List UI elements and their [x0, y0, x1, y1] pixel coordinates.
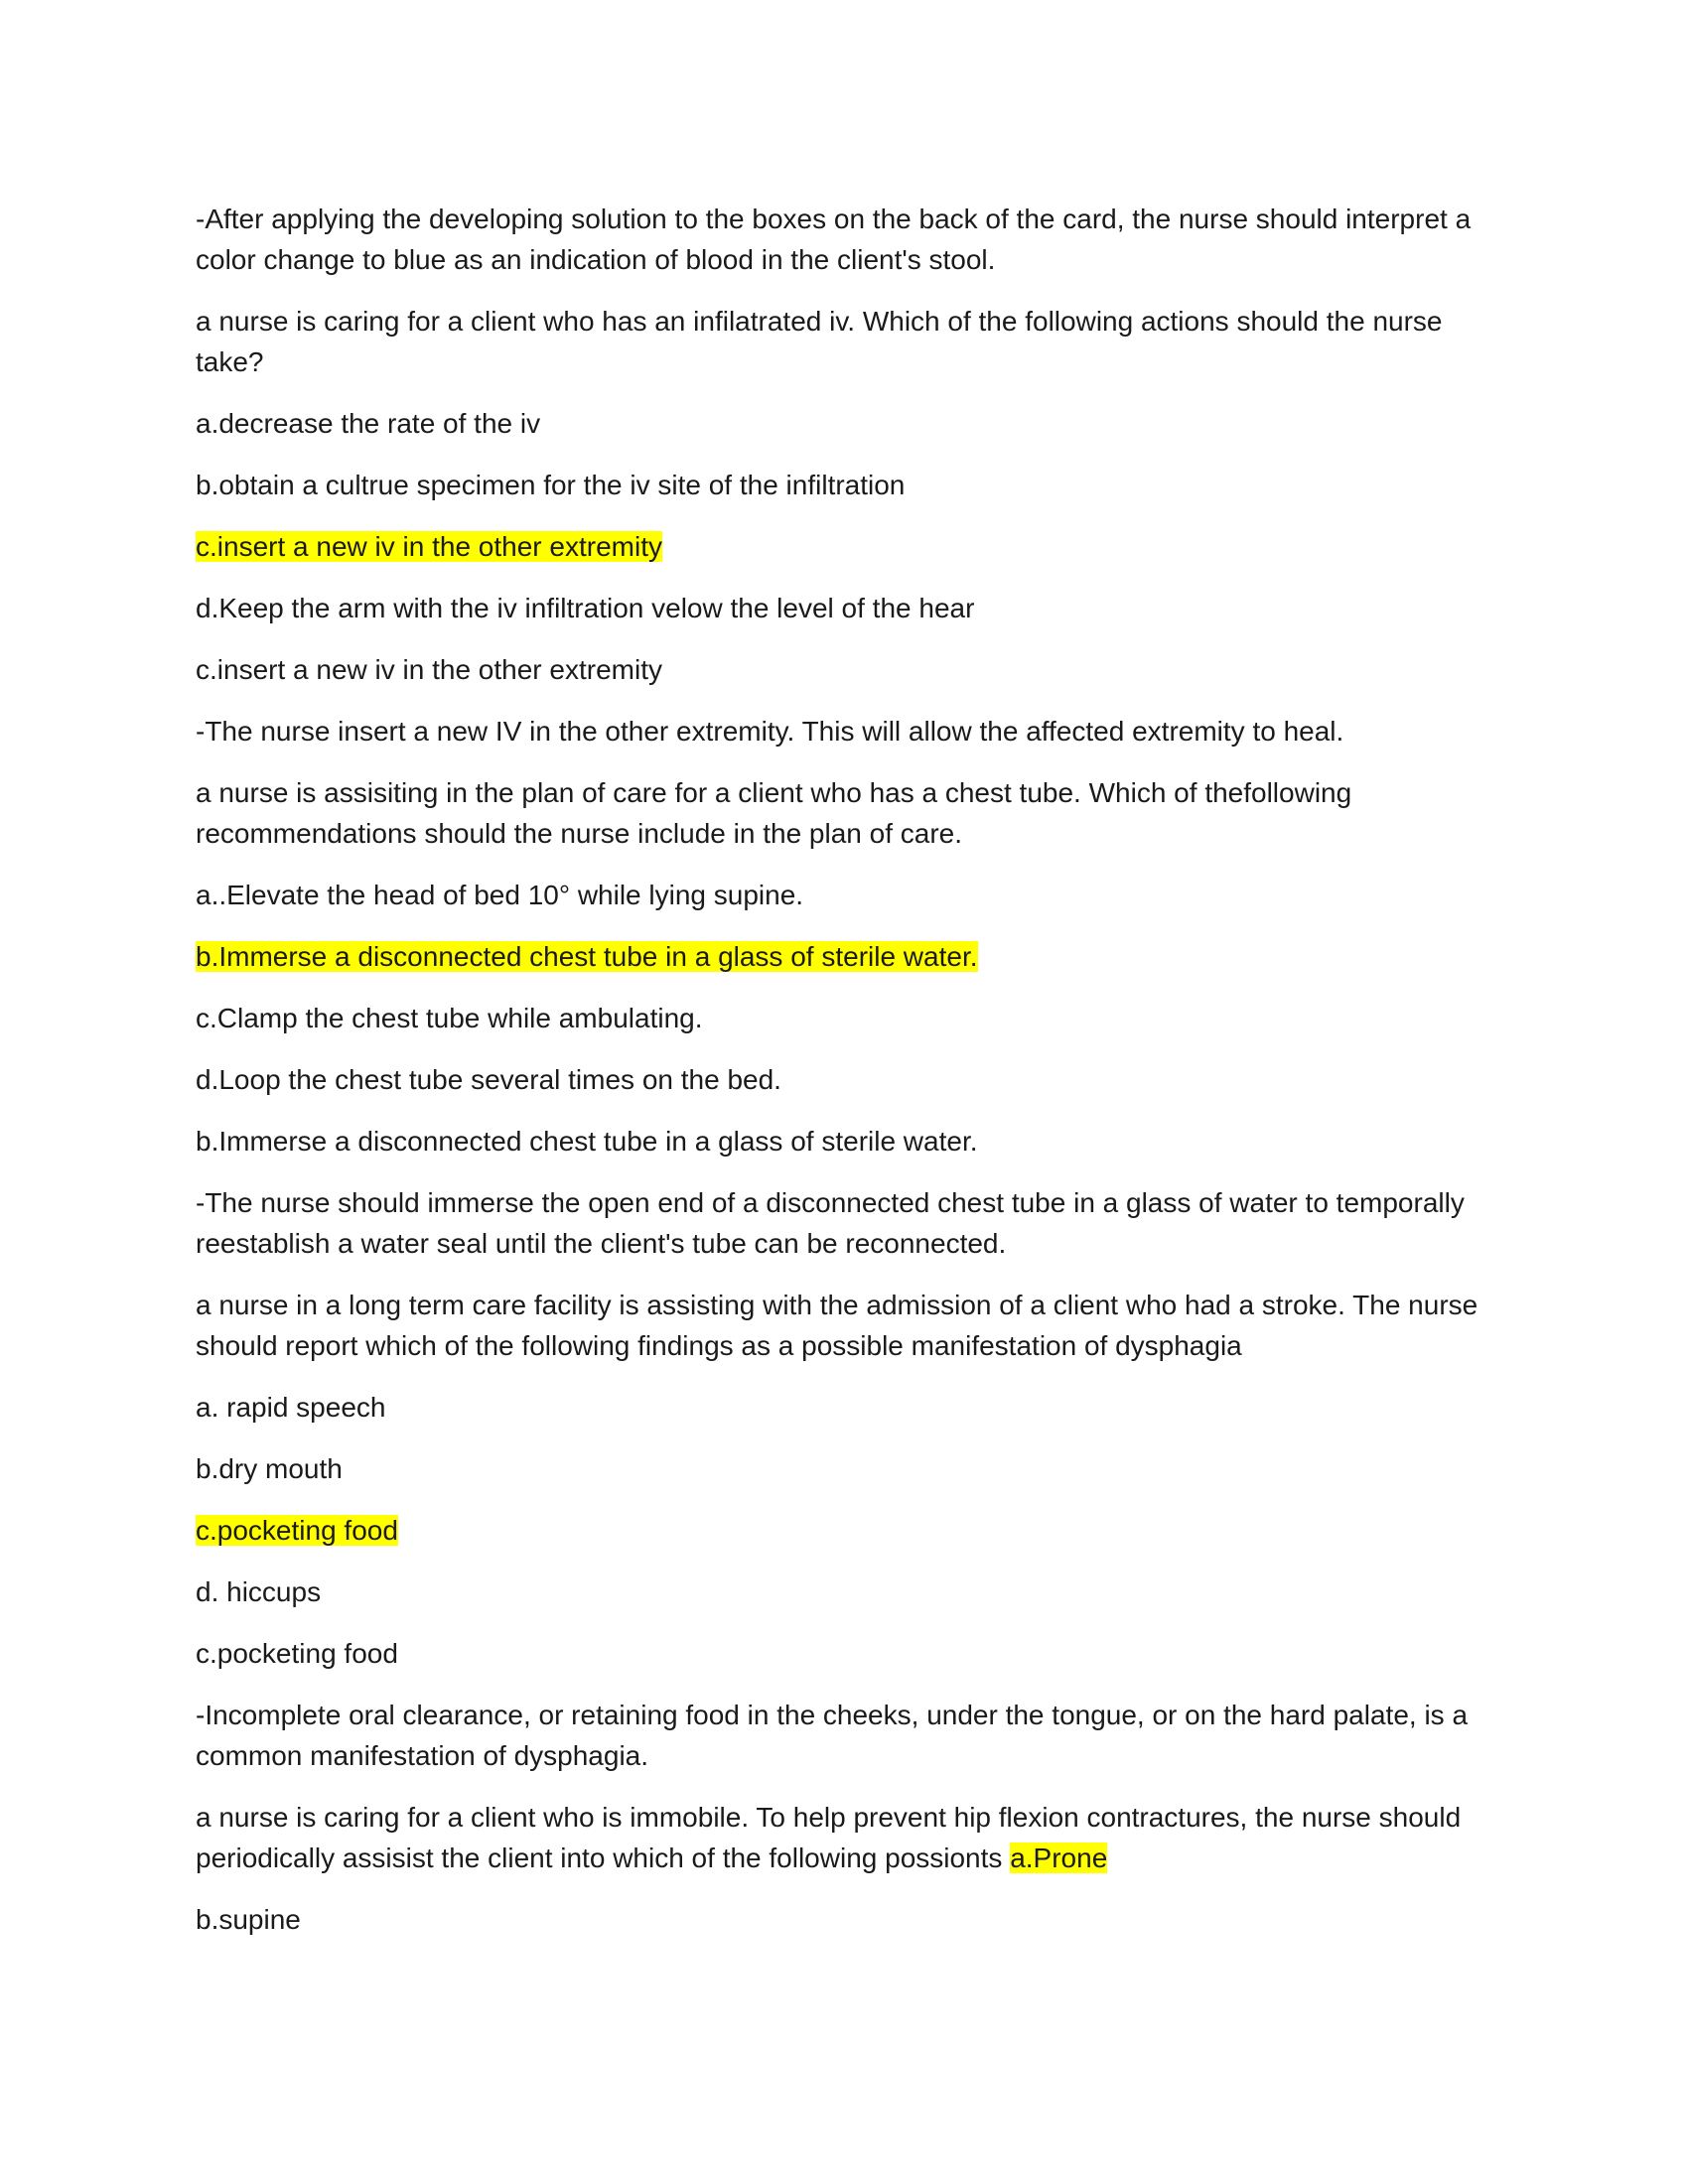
rationale: -The nurse insert a new IV in the other extremity. This will allow the affected extremity to heal.: [196, 716, 1344, 747]
answer-rationale-fobt: -After applying the developing solution to the boxes on the back of the card, the nurse should interpret a color change to blue as an indication of blood in the client's stool.: [196, 204, 1472, 275]
option-b: b.supine: [196, 1904, 301, 1935]
option-a: a.decrease the rate of the iv: [196, 408, 541, 439]
option-c-highlighted: [196, 1510, 1496, 1551]
option-b: b.obtain a cultrue specimen for the iv site of the infiltration: [196, 470, 906, 500]
document-page: [196, 199, 1496, 1961]
option-d: d. hiccups: [196, 1576, 322, 1607]
question-chest-tube: a nurse is assisiting in the plan of care for a client who has a chest tube. Which of thefollowing recommendations should the nurse include in the plan of care.: [196, 777, 1352, 849]
highlighted-answer: b.Immerse a disconnected chest tube in a glass of sterile water.: [196, 941, 978, 972]
rationale: -Incomplete oral clearance, or retaining food in the cheeks, under the tongue, or on the hard palate, is a common manifestation of dysphagia.: [196, 1700, 1469, 1771]
highlighted-answer: a.Prone: [1010, 1843, 1108, 1873]
option-a: a. rapid speech: [196, 1392, 386, 1423]
correct-answer: c.insert a new iv in the other extremity: [196, 654, 662, 685]
option-c: c.Clamp the chest tube while ambulating.: [196, 1003, 703, 1033]
correct-answer: b.Immerse a disconnected chest tube in a glass of sterile water.: [196, 1126, 978, 1157]
question-text: a nurse is caring for a client who is immobile. To help prevent hip flexion contractures, the nurse should periodically assisist the client into which of the following possionts: [196, 1802, 1462, 1873]
option-a: a..Elevate the head of bed 10° while lying supine.: [196, 880, 804, 910]
correct-answer: c.pocketing food: [196, 1638, 398, 1669]
highlighted-answer: c.insert a new iv in the other extremity: [196, 531, 662, 562]
rationale: -The nurse should immerse the open end of a disconnected chest tube in a glass of water to temporally reestablish a water seal until the client's tube can be reconnected.: [196, 1187, 1465, 1259]
option-d: d.Loop the chest tube several times on the bed.: [196, 1064, 781, 1095]
option-b: b.dry mouth: [196, 1453, 343, 1484]
question-dysphagia: a nurse in a long term care facility is assisting with the admission of a client who had a stroke. The nurse should report which of the following findings as a possible manifestation of dysphagia: [196, 1290, 1478, 1361]
question-infiltrated-iv: a nurse is caring for a client who has an infilatrated iv. Which of the following actions should the nurse take?: [196, 306, 1443, 377]
question-hip-flexion: [196, 1797, 1496, 1878]
option-b-highlighted: [196, 936, 1496, 977]
option-c-highlighted: [196, 526, 1496, 567]
option-d: d.Keep the arm with the iv infiltration velow the level of the hear: [196, 593, 975, 623]
highlighted-answer: c.pocketing food: [196, 1515, 398, 1546]
